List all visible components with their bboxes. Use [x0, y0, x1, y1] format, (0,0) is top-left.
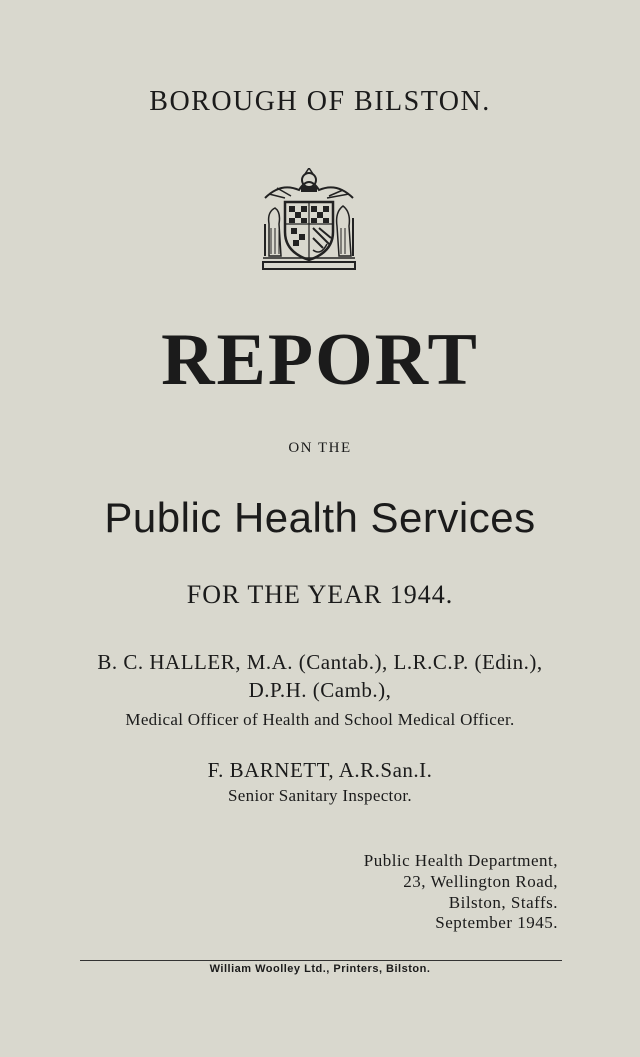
medical-officer-role: Medical Officer of Health and School Medical Officer. — [125, 710, 515, 729]
address-line-2: 23, Wellington Road, — [403, 872, 558, 891]
department-address — [364, 850, 558, 913]
sanitary-inspector-name: F. BARNETT, A.R.San.I. — [207, 758, 433, 782]
borough-coat-of-arms-icon — [255, 168, 363, 274]
title-connector: ON THE — [288, 440, 352, 456]
sanitary-inspector-role: Senior Sanitary Inspector. — [228, 786, 412, 805]
printer-credit: William Woolley Ltd., Printers, Bilston. — [209, 963, 431, 975]
report-year: FOR THE YEAR 1944. — [186, 580, 454, 609]
report-title: REPORT — [161, 319, 479, 401]
footer-divider — [80, 960, 562, 961]
medical-officer-name-line-2: D.P.H. (Camb.), — [248, 678, 392, 702]
address-line-1: Public Health Department, — [363, 851, 558, 870]
report-subject: Public Health Services — [104, 494, 536, 541]
medical-officer-name-line-1: B. C. HALLER, M.A. (Cantab.), L.R.C.P. (Edin.), — [97, 650, 543, 674]
address-line-3: Bilston, Staffs. — [448, 893, 558, 912]
publication-date: September 1945. — [435, 913, 558, 932]
borough-heading: BOROUGH OF BILSTON. — [149, 86, 491, 117]
